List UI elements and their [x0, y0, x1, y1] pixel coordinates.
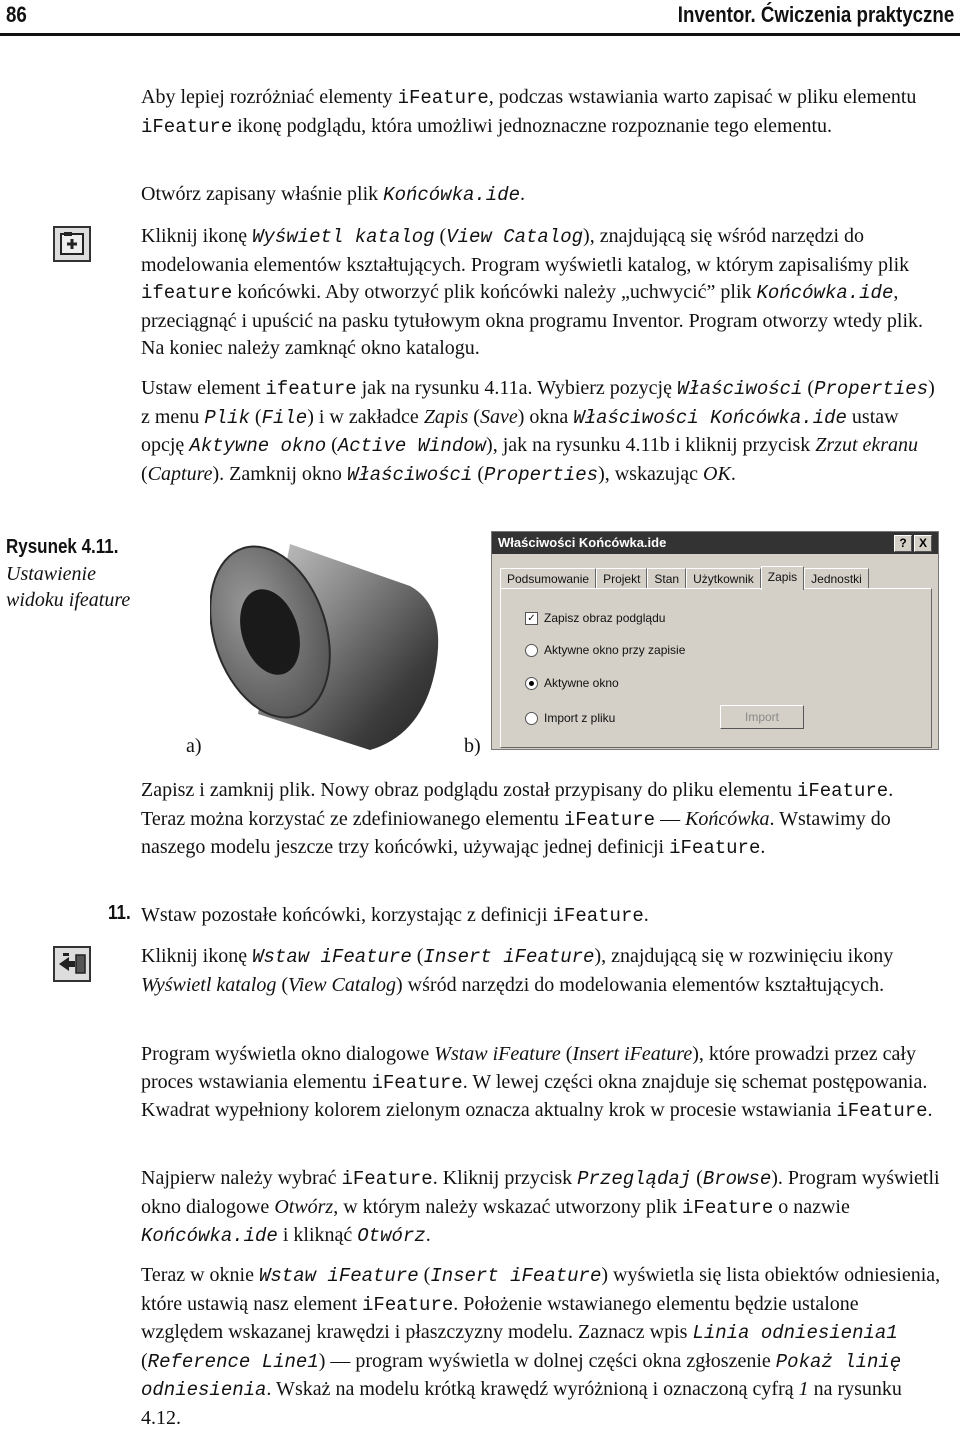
tab-name: Zapis	[423, 405, 469, 428]
paragraph-ifeature-preview	[141, 84, 941, 141]
text-run: Otwórz zapisany właśnie plik	[141, 183, 384, 205]
text-run: (	[418, 1264, 431, 1286]
text-run: .	[927, 1099, 933, 1121]
button-name: Capture	[147, 462, 213, 485]
button-name: Przeglądaj	[577, 1168, 692, 1190]
command-name: Wyświetl katalog	[252, 226, 435, 248]
text-run: ), znajdującą się wśród narzędzi do modelowania elementów kształtujących. Program wyświetli katalog, w którym zapisaliśmy plik	[141, 225, 910, 276]
code-term: iFeature	[552, 905, 644, 927]
code-term: iFeature	[371, 1071, 463, 1094]
text-run: (	[141, 462, 148, 485]
menu-item-name: Properties	[814, 378, 929, 400]
code-term: iFeature	[796, 780, 889, 802]
step-11-text	[141, 902, 941, 931]
radio-import-from-file[interactable]	[525, 711, 615, 725]
paragraph-dialog-process	[141, 1041, 941, 1126]
text-run: .	[643, 904, 649, 926]
paragraph-reference-objects	[141, 1262, 941, 1432]
text-run: (	[472, 462, 485, 485]
text-run: Aby lepiej rozróżniać elementy	[141, 86, 398, 108]
view-catalog-icon-glyph	[55, 228, 89, 260]
dialog-name: Insert iFeature	[572, 1043, 693, 1065]
filename: Końcówka.ide	[756, 282, 894, 304]
radio-label: Aktywne okno przy zapisie	[544, 643, 686, 657]
page-number: 86	[6, 2, 27, 27]
button-name: Otwórz	[357, 1225, 426, 1247]
dialog-title: Właściwości Końcówka.ide	[498, 535, 667, 550]
code-term: ifeature	[141, 282, 233, 304]
text-run: Kliknij ikonę	[141, 945, 253, 967]
text-run: ). Program wyświetli okno dialogowe	[141, 1167, 940, 1218]
figure-caption	[6, 536, 146, 613]
paragraph-insert-ifeature	[141, 943, 941, 999]
menu-item-name: Właściwości	[677, 378, 803, 400]
figure-reference-number: 1	[798, 1378, 809, 1400]
running-title: Inventor. Ćwiczenia praktyczne	[677, 2, 954, 27]
button-name: Zrzut ekranu	[815, 434, 919, 456]
dialog-name: Insert iFeature	[430, 1265, 602, 1287]
radio-selected-icon[interactable]	[525, 677, 538, 690]
code-term: iFeature	[563, 808, 656, 831]
insert-ifeature-icon	[53, 946, 91, 982]
text-run: jak na rysunku 4.11a. Wybierz pozycję	[356, 377, 677, 399]
list-entry-name: Reference Line1	[147, 1350, 319, 1373]
text-run: ) wyświetla się lista obiektów odniesienia, które ustawią nasz element	[141, 1264, 941, 1315]
menu-name: File	[261, 406, 308, 429]
button-name: Browse	[702, 1168, 772, 1190]
part-preview-image	[210, 536, 450, 758]
insert-ifeature-icon-glyph	[55, 948, 89, 980]
command-name: View Catalog	[288, 973, 397, 996]
paragraph-save-close	[141, 777, 941, 863]
dialog-name: Wstaw iFeature	[434, 1043, 561, 1065]
text-run: ) — program wyświetla w dolnej części okna zgłoszenie	[318, 1349, 776, 1372]
window-name: Properties	[484, 463, 599, 486]
figure-caption-text: Ustawienie widoku ifeature	[6, 563, 131, 611]
tab-jednostki[interactable]: Jednostki	[804, 568, 869, 589]
text-run: ustaw opcję	[141, 405, 899, 456]
subfigure-label-b: b)	[464, 735, 481, 757]
dialog-name: Wstaw iFeature	[259, 1265, 419, 1287]
step-number: 11.	[108, 902, 131, 924]
paragraph-browse	[141, 1165, 941, 1251]
dialog-title-bar	[492, 532, 938, 554]
menu-name: Plik	[204, 406, 250, 429]
text-run: , przeciągnąć i upuścić na pasku tytułowym okna programu Inventor. Program otworzy wtedy plik. Na koniec należy zamknąć okno katalogu.	[141, 281, 924, 359]
radio-unselected-icon[interactable]	[525, 712, 538, 725]
text-run: Teraz w oknie	[141, 1264, 259, 1286]
text-run: ). Zamknij okno	[212, 462, 347, 485]
filename: Końcówka.ide	[383, 184, 520, 206]
paragraph-view-catalog	[141, 223, 941, 363]
code-term: iFeature	[682, 1196, 774, 1219]
tab-zapis[interactable]: Zapis	[761, 566, 804, 590]
paragraph-properties	[141, 375, 941, 489]
text-run: .	[760, 836, 766, 858]
text-run: końcówki. Aby otworzyć plik końcówki należy „uchwycić” plik	[232, 281, 757, 303]
radio-unselected-icon[interactable]	[525, 644, 538, 657]
text-run: ), wskazując	[598, 462, 704, 485]
window-name: Właściwości Końcówka.ide	[573, 406, 847, 429]
text-run: . Wskaż na modelu krótką krawędź wyróżnioną i oznaczoną cyfrą	[266, 1378, 799, 1400]
dialog-tabs	[500, 566, 869, 588]
command-name: View Catalog	[446, 226, 584, 248]
import-button[interactable]: Import	[720, 705, 804, 729]
text-run: i kliknąć	[277, 1224, 358, 1246]
paragraph-open-file	[141, 181, 941, 210]
text-run: (	[141, 1349, 148, 1372]
text-run: Kliknij ikonę	[141, 225, 253, 247]
text-run: (	[249, 405, 262, 428]
properties-dialog	[491, 531, 939, 750]
tab-name: Save	[479, 405, 518, 428]
figure-label: Rysunek 4.11.	[6, 536, 119, 558]
text-run: (	[411, 945, 424, 967]
tab-uzytkownik[interactable]: Użytkownik	[686, 568, 761, 589]
tab-stan[interactable]: Stan	[647, 568, 686, 589]
text-run: (	[434, 225, 447, 247]
text-run: na rysunku 4.12.	[141, 1378, 902, 1429]
subfigure-label-a: a)	[186, 735, 202, 757]
text-run: ikonę podglądu, która umożliwi jednoznaczne rozpoznanie tego elementu.	[232, 114, 833, 137]
radio-active-window-on-save[interactable]	[525, 643, 685, 657]
text-run: (	[802, 377, 815, 399]
checkbox-checked-icon[interactable]: ✓	[525, 612, 538, 625]
tab-podsumowanie[interactable]: Podsumowanie	[500, 568, 596, 589]
button-name: OK	[703, 462, 731, 485]
dialog-name: Otwórz	[274, 1195, 334, 1218]
text-run: . W lewej części okna znajduje się schemat postępowania. Kwadrat wypełniony kolorem zielonym oznacza aktualny krok w procesie wstawiania	[141, 1070, 928, 1121]
command-name: Wstaw iFeature	[252, 946, 412, 968]
save-preview-checkbox[interactable]	[525, 611, 665, 625]
text-run: ) okna	[517, 405, 574, 428]
option-name: Aktywne okno	[189, 435, 327, 457]
list-entry-name: Linia odniesienia1	[692, 1322, 898, 1344]
option-name: Active Window	[337, 435, 487, 457]
text-run: ), które prowadzi przez cały proces wstawiania elementu	[141, 1043, 916, 1093]
code-term: iFeature	[836, 1100, 928, 1122]
checkbox-label: Zapisz obraz podglądu	[544, 611, 666, 625]
text-run: (	[560, 1043, 573, 1065]
text-run: , podczas wstawiania warto zapisać w pliku elementu	[488, 86, 917, 108]
text-run: ), jak na rysunku 4.11b i kliknij przycisk	[486, 434, 816, 456]
radio-active-window[interactable]	[525, 676, 619, 690]
text-run: —	[655, 807, 686, 830]
tab-projekt[interactable]: Projekt	[596, 568, 647, 589]
code-term: iFeature	[341, 1168, 433, 1190]
view-catalog-icon	[53, 226, 91, 262]
text-run: (	[276, 973, 289, 996]
page-header	[0, 0, 960, 34]
text-run: Zapisz i zamknij plik. Nowy obraz podglądu został przypisany do pliku elementu	[141, 779, 797, 801]
text-run: . Teraz można korzystać ze zdefiniowanego elementu	[141, 779, 894, 830]
window-name: Właściwości	[346, 463, 473, 486]
prompt-text: Pokaż linię odniesienia	[141, 1350, 902, 1401]
code-term: iFeature	[669, 837, 761, 859]
text-run: .	[425, 1224, 431, 1246]
code-term: iFeature	[397, 87, 489, 109]
text-run: ) wśród narzędzi do modelowania elementów kształtujących.	[396, 973, 885, 996]
code-term: iFeature	[362, 1293, 454, 1316]
radio-label: Import z pliku	[544, 711, 616, 725]
text-run: . Wstawimy do naszego modelu jeszcze trzy końcówki, używając jednej definicji	[141, 807, 891, 858]
text-run: . Położenie wstawianego elementu będzie ustalone względem wskazanej krawędzi i płaszczyzny modelu. Zaznacz wpis	[141, 1292, 859, 1343]
feature-name: Końcówka	[685, 807, 770, 830]
text-run: o nazwie	[773, 1195, 850, 1218]
tab-panel-zapis	[500, 588, 932, 748]
text-run: Program wyświetla okno dialogowe	[141, 1043, 435, 1065]
command-name: Insert iFeature	[423, 946, 595, 968]
filename: Końcówka.ide	[141, 1225, 278, 1247]
help-button[interactable]: ?	[894, 535, 912, 552]
text-run: .	[730, 462, 736, 485]
text-run: ) i w zakładce	[307, 405, 424, 428]
command-name: Wyświetl katalog	[141, 973, 277, 996]
text-run: (	[468, 405, 480, 428]
text-run: . Kliknij przycisk	[432, 1167, 578, 1189]
text-run: , w którym należy wskazać utworzony plik	[333, 1195, 683, 1218]
radio-label: Aktywne okno	[544, 676, 619, 690]
text-run: Najpierw należy wybrać	[141, 1167, 342, 1189]
header-rule	[0, 33, 960, 36]
text-run: Wstaw pozostałe końcówki, korzystając z definicji	[141, 904, 553, 926]
code-term: iFeature	[141, 115, 233, 138]
text-run: ) z menu	[141, 377, 935, 428]
close-button[interactable]: X	[914, 535, 932, 552]
text-run: (	[691, 1167, 703, 1189]
text-run: (	[326, 434, 338, 456]
text-run: Ustaw element	[141, 377, 266, 399]
text-run: ), znajdującą się w rozwinięciu ikony	[594, 945, 894, 967]
text-run: .	[520, 183, 525, 205]
code-term: ifeature	[265, 378, 357, 400]
